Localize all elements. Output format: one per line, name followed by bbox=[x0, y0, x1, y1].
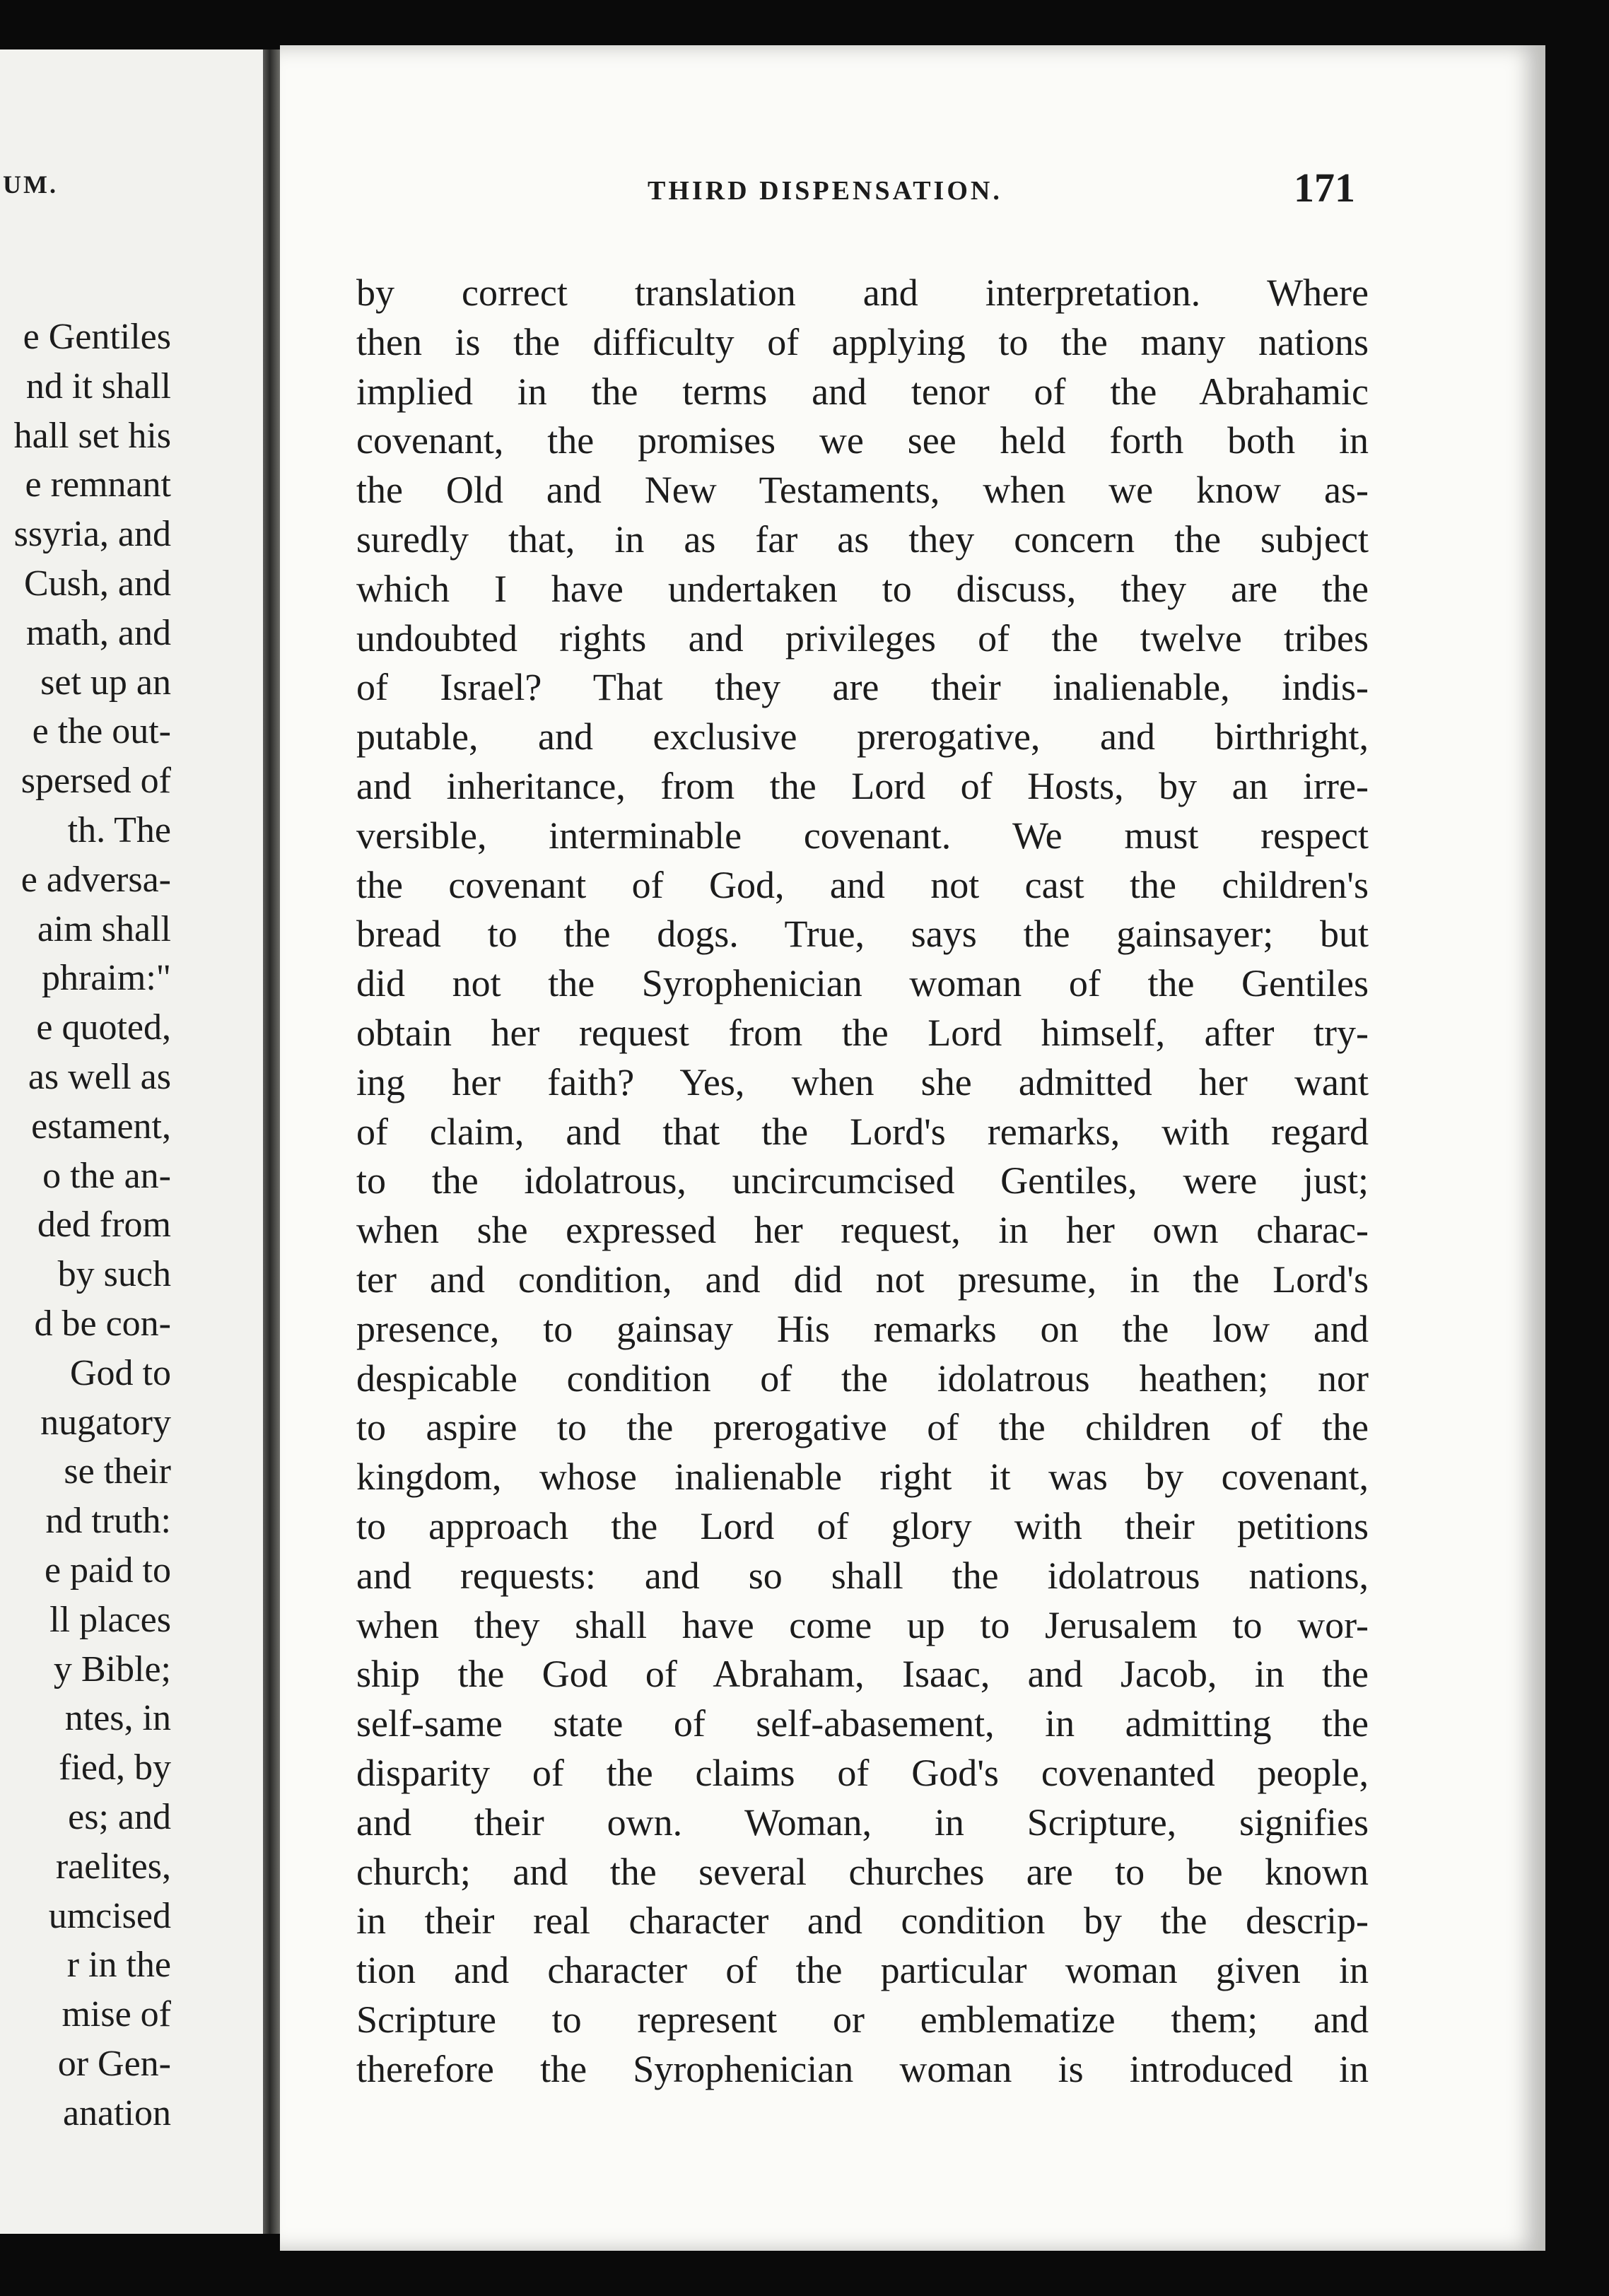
text-line: church; and the several churches are to be known bbox=[356, 1850, 1369, 1893]
text-line: to approach the Lord of glory with their petitions bbox=[356, 1504, 1369, 1547]
text-line: when they shall have come up to Jerusalem to wor- bbox=[356, 1603, 1369, 1646]
text-line: putable, and exclusive prerogative, and birthright, bbox=[356, 715, 1369, 758]
text-line: did not the Syrophenician woman of the Gentiles bbox=[356, 962, 1369, 1005]
left-text-line: nugatory bbox=[40, 1402, 171, 1443]
text-line: implied in the terms and tenor of the Abrahamic bbox=[356, 370, 1369, 413]
text-line: in their real character and condition by the descrip- bbox=[356, 1899, 1369, 1943]
left-text-line: umcised bbox=[48, 1895, 171, 1936]
left-text-line: spersed of bbox=[21, 761, 171, 802]
left-text-line: e Gentiles bbox=[23, 317, 171, 357]
left-text-line: e quoted, bbox=[36, 1007, 171, 1048]
left-text-line: ded from bbox=[37, 1205, 171, 1246]
text-line: Scripture to represent or emblematize them; and bbox=[356, 1998, 1369, 2041]
left-text-line: o the an- bbox=[42, 1155, 171, 1196]
left-text-line: math, and bbox=[25, 612, 171, 653]
left-text-line: or Gen- bbox=[57, 2043, 171, 2084]
text-line: of Israel? That they are their inalienable, indis- bbox=[356, 666, 1369, 709]
left-text-line: nd it shall bbox=[25, 365, 171, 406]
text-line: which I have undertaken to discuss, they are the bbox=[356, 567, 1369, 610]
left-text-line: r in the bbox=[66, 1945, 171, 1986]
left-text-line: th. The bbox=[67, 809, 171, 850]
text-line: despicable condition of the idolatrous heathen; nor bbox=[356, 1357, 1369, 1400]
text-line: disparity of the claims of God's covenanted people, bbox=[356, 1751, 1369, 1794]
text-line: the covenant of God, and not cast the children's bbox=[356, 863, 1369, 906]
text-line: when she expressed her request, in her own charac- bbox=[356, 1209, 1369, 1252]
text-line: then is the difficulty of applying to the many nations bbox=[356, 320, 1369, 363]
left-page bbox=[0, 49, 263, 2234]
text-line: presence, to gainsay His remarks on the low and bbox=[356, 1307, 1369, 1350]
left-text-line: ntes, in bbox=[64, 1698, 171, 1739]
page-number: 171 bbox=[1294, 165, 1355, 211]
text-line: kingdom, whose inalienable right it was by covenant, bbox=[356, 1456, 1369, 1499]
text-line: ship the God of Abraham, Isaac, and Jacob, in the bbox=[356, 1653, 1369, 1696]
left-text-line: e paid to bbox=[44, 1550, 171, 1591]
left-text-line: e the out- bbox=[32, 711, 171, 752]
text-line: versible, interminable covenant. We must respect bbox=[356, 814, 1369, 857]
text-line: ter and condition, and did not presume, in the Lord's bbox=[356, 1258, 1369, 1301]
left-text-line: se their bbox=[64, 1451, 171, 1492]
left-text-line: aim shall bbox=[37, 908, 171, 949]
left-text-line: e adversa- bbox=[21, 859, 171, 900]
text-line: tion and character of the particular woman given in bbox=[356, 1949, 1369, 1992]
text-line: suredly that, in as far as they concern the subject bbox=[356, 517, 1369, 561]
text-line: therefore the Syrophenician woman is introduced in bbox=[356, 2047, 1369, 2090]
text-line: and requests: and so shall the idolatrous nations, bbox=[356, 1554, 1369, 1597]
left-text-line: hall set his bbox=[13, 415, 171, 456]
text-line: ing her faith? Yes, when she admitted her want bbox=[356, 1060, 1369, 1103]
left-text-line: estament, bbox=[31, 1106, 171, 1147]
left-text-line: e remnant bbox=[25, 464, 171, 505]
left-text-line: d be con- bbox=[34, 1303, 171, 1344]
left-running-head: UM. bbox=[3, 170, 58, 199]
book-gutter bbox=[263, 49, 280, 2234]
left-page-text bbox=[0, 312, 171, 2138]
left-text-line: anation bbox=[62, 2092, 171, 2133]
text-line: and their own. Woman, in Scripture, signifies bbox=[356, 1800, 1369, 1844]
text-line: bread to the dogs. True, says the gainsayer; but bbox=[356, 913, 1369, 956]
left-text-line: as well as bbox=[28, 1056, 171, 1097]
left-text-line: mise of bbox=[62, 1994, 171, 2035]
text-line: undoubted rights and privileges of the twelve tribes bbox=[356, 616, 1369, 660]
left-text-line: phraim:" bbox=[42, 958, 171, 999]
left-text-line: es; and bbox=[68, 1796, 171, 1837]
left-text-line: set up an bbox=[40, 662, 171, 703]
text-line: obtain her request from the Lord himself, after try- bbox=[356, 1011, 1369, 1054]
text-line: by correct translation and interpretation. Where bbox=[356, 271, 1369, 314]
left-text-line: raelites, bbox=[55, 1846, 171, 1887]
left-text-line: ll places bbox=[49, 1599, 171, 1640]
left-text-line: Cush, and bbox=[24, 563, 171, 604]
text-line: to aspire to the prerogative of the children of the bbox=[356, 1406, 1369, 1449]
left-text-line: y Bible; bbox=[53, 1648, 171, 1689]
text-line: self-same state of self-abasement, in admitting the bbox=[356, 1702, 1369, 1745]
left-text-line: ssyria, and bbox=[13, 514, 171, 555]
body-text bbox=[356, 269, 1369, 2094]
text-line: and inheritance, from the Lord of Hosts, by an irre- bbox=[356, 764, 1369, 807]
left-text-line: by such bbox=[57, 1254, 171, 1295]
running-head: THIRD DISPENSATION. bbox=[648, 176, 1002, 206]
left-text-line: God to bbox=[70, 1352, 171, 1393]
left-text-line: fied, by bbox=[59, 1747, 171, 1788]
text-line: of claim, and that the Lord's remarks, with regard bbox=[356, 1110, 1369, 1153]
text-line: to the idolatrous, uncircumcised Gentiles, were just; bbox=[356, 1159, 1369, 1202]
text-line: covenant, the promises we see held forth both in bbox=[356, 419, 1369, 462]
left-text-line: nd truth: bbox=[45, 1501, 171, 1542]
text-line: the Old and New Testaments, when we know as- bbox=[356, 469, 1369, 512]
